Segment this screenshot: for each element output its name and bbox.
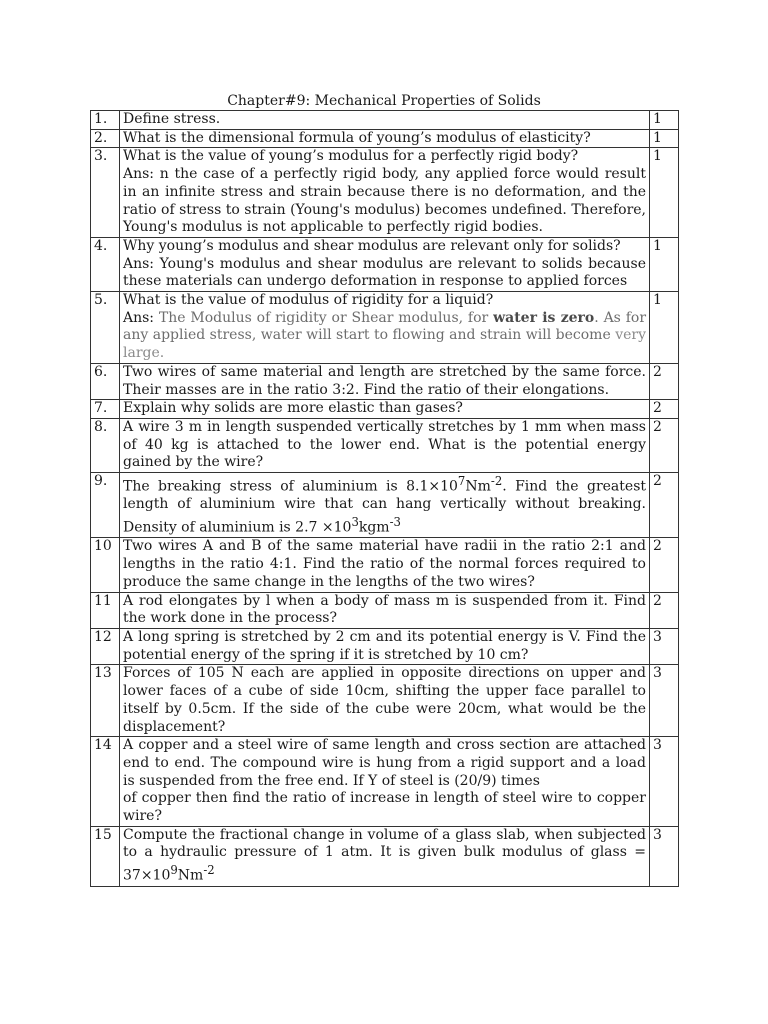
table-row: [91, 538, 679, 592]
question-text: A copper and a steel wire of same length and cross section are attached end to end. The compound wire is hung from a rigid support and a load is suspended from the free end. If Y of steel is (20/9) times: [123, 737, 646, 789]
question-part: Nm: [465, 478, 491, 495]
question-text: What is the value of young’s modulus for a perfectly rigid body?: [123, 148, 579, 165]
marks-value: 1: [650, 111, 679, 130]
marks-value: 3: [650, 737, 679, 827]
answer-part: . As for any applied stress, water will start to flowing and strain will become: [123, 309, 647, 344]
answer-part: The Modulus of rigidity or Shear modulus, for: [158, 309, 489, 326]
question-number: 12: [91, 629, 120, 665]
question-text: Forces of 105 N each are applied in opposite directions on upper and lower faces of a cube of side 10cm, shifting the upper face parallel to itself by 0.5cm. If the side of the cube were 20cm, what would be the displacement?: [120, 665, 650, 737]
question-number: 6.: [91, 363, 120, 399]
question-text: Two wires of same material and length are stretched by the same force. Their masses are in the ratio 3:2. Find the ratio of their elongations.: [120, 363, 650, 399]
question-part: . Find the greatest length of aluminium wire that can hang vertically without breaking. Density of aluminium is 2.7 ×10: [123, 478, 647, 536]
superscript: 3: [351, 515, 359, 530]
questions-table: [90, 110, 679, 887]
answer-emphasis: water is zero: [493, 309, 595, 326]
question-text: What is the dimensional formula of young’s modulus of elasticity?: [120, 129, 650, 148]
table-row: [91, 148, 679, 238]
table-row: [91, 129, 679, 148]
answer-part: very large.: [123, 327, 646, 362]
table-row: [91, 418, 679, 472]
answer-label: Ans:: [123, 309, 155, 326]
question-part: kgm: [358, 519, 390, 536]
marks-value: 1: [650, 148, 679, 238]
superscript: 7: [457, 474, 466, 489]
marks-value: 2: [650, 400, 679, 419]
table-row: [91, 473, 679, 538]
question-number: 5.: [91, 292, 120, 364]
superscript: -2: [203, 863, 215, 878]
marks-value: 2: [650, 538, 679, 592]
question-number: 14: [91, 737, 120, 827]
table-row: [91, 292, 679, 364]
question-text: Two wires A and B of the same material have radii in the ratio 2:1 and lengths in the ratio 4:1. Find the ratio of the normal forces required to produce the same change in the lengths of the two wires?: [120, 538, 650, 592]
superscript: -3: [389, 515, 401, 530]
question-text: [120, 826, 650, 886]
question-number: 13: [91, 665, 120, 737]
question-number: 8.: [91, 418, 120, 472]
question-number: 1.: [91, 111, 120, 130]
question-part: Nm: [177, 867, 204, 884]
question-part: Compute the fractional change in volume of a glass slab, when subjected to a hydraulic pressure of 1 atm. It is given bulk modulus of glass = 37×10: [123, 826, 646, 884]
question-text: Why young’s modulus and shear modulus are relevant only for solids?: [123, 237, 621, 254]
marks-value: 3: [650, 665, 679, 737]
question-number: 7.: [91, 400, 120, 419]
question-number: 11: [91, 592, 120, 628]
question-text: A long spring is stretched by 2 cm and its potential energy is V. Find the potential energy of the spring if it is stretched by 10 cm?: [120, 629, 650, 665]
answer-body: [123, 310, 646, 361]
answer-text: Ans: Young's modulus and shear modulus are relevant to solids because these materials can undergo deformation in response to applied forces: [123, 255, 646, 290]
table-row: [91, 737, 679, 827]
table-row: [91, 826, 679, 886]
marks-value: 1: [650, 237, 679, 291]
question-text: A rod elongates by l when a body of mass m is suspended from it. Find the work done in the process?: [120, 592, 650, 628]
marks-value: 2: [650, 473, 679, 538]
table-row: [91, 400, 679, 419]
marks-value: 3: [650, 826, 679, 886]
question-number: 15: [91, 826, 120, 886]
question-number: 10: [91, 538, 120, 592]
marks-value: 1: [650, 129, 679, 148]
marks-value: 2: [650, 363, 679, 399]
table-row: [91, 111, 679, 130]
page-title: Chapter#9: Mechanical Properties of Solids: [227, 93, 541, 109]
question-text-continued: of copper then find the ratio of increase in length of steel wire to copper wire?: [123, 790, 646, 825]
question-part: The breaking stress of aluminium is 8.1×10: [123, 478, 458, 495]
answer-text: [123, 310, 646, 363]
table-row: [91, 665, 679, 737]
superscript: -2: [490, 474, 503, 489]
marks-value: 2: [650, 418, 679, 472]
table-row: [91, 363, 679, 399]
superscript: 9: [170, 863, 178, 878]
question-text: Define stress.: [120, 111, 650, 130]
question-cell: [120, 148, 650, 238]
question-number: 3.: [91, 148, 120, 238]
answer-text: Ans: n the case of a perfectly rigid body, any applied force would result in an infinite stress and strain because there is no deformation, and the ratio of stress to strain (Young's modulus) becomes undefined. Therefore, Young's modulus is not applicable to perfectly rigid bodies.: [123, 166, 646, 236]
marks-value: 1: [650, 292, 679, 364]
marks-value: 2: [650, 592, 679, 628]
question-text: [120, 473, 650, 538]
question-text: What is the value of modulus of rigidity for a liquid?: [123, 292, 494, 309]
marks-value: 3: [650, 629, 679, 665]
question-text: A wire 3 m in length suspended vertically stretches by 1 mm when mass of 40 kg is attached to the lower end. What is the potential energy gained by the wire?: [120, 418, 650, 472]
table-row: [91, 592, 679, 628]
question-cell: [120, 737, 650, 827]
table-row: [91, 237, 679, 291]
question-cell: [120, 292, 650, 364]
table-row: [91, 629, 679, 665]
question-number: 4.: [91, 237, 120, 291]
question-number: 9.: [91, 473, 120, 538]
question-text: Explain why solids are more elastic than gases?: [120, 400, 650, 419]
question-number: 2.: [91, 129, 120, 148]
question-cell: [120, 237, 650, 291]
